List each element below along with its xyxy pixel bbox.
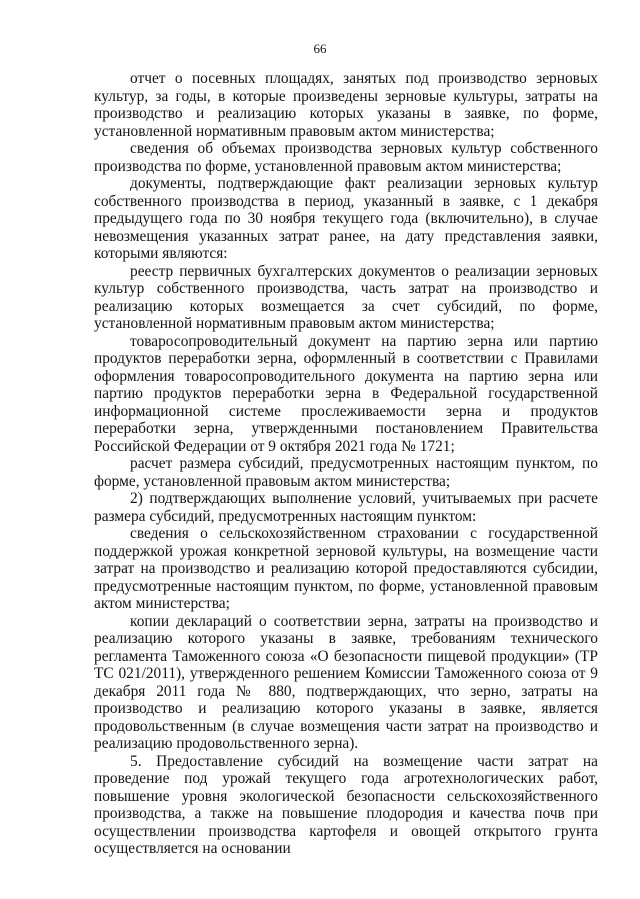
paragraph-sales-documents: документы, подтверждающие факт реализации зерновых культур собственного производства в период, указанный в заявке, с 1 декабря предыдущего года по 30 ноября текущего года (включительно), в случае невозмещения указанных затрат ранее, на дату представления заявки, которыми являются: (94, 175, 598, 262)
paragraph-sowing-report: отчет о посевных площадях, занятых под производство зерновых культур, за годы, в которые произведены зерновые культуры, затраты на производство и реализацию которых указаны в заявке, по форме, установленной нормативным правовым актом министерства; (94, 70, 598, 140)
paragraph-accounting-register: реестр первичных бухгалтерских документов о реализации зерновых культур собственного производства, часть затрат на производство и реализацию которых возмещается за счет субсидий, по форме, установленной нормативным правовым актом министерства; (94, 262, 598, 332)
paragraph-crop-insurance: сведения о сельскохозяйственном страховании с государственной поддержкой урожая конкретной зерновой культуры, на возмещение части затрат на производство и реализацию которой предоставляются субсидии, предусмотренные настоящим пунктом, по форме, установленной правовым актом министерства; (94, 525, 598, 612)
paragraph-conformity-declarations: копии деклараций о соответствии зерна, затраты на производство и реализацию которого указаны в заявке, требованиям технического регламента Таможенного союза «О безопасности пищевой продукции» (ТР ТС 021/2011), утвержденного решением Комиссии Таможенного союза от 9 декабря 2011 года № 880, подтверждающих, что зерно, затраты на производство и реализацию которого указаны в заявке, является продовольственным (в случае возмещения части затрат на производство и реализацию продовольственного зерна). (94, 612, 598, 752)
paragraph-production-volumes: сведения об объемах производства зерновых культур собственного производства по форме, установленной правовым актом министерства; (94, 140, 598, 175)
paragraph-conditions-heading: 2) подтверждающих выполнение условий, учитываемых при расчете размера субсидий, предусмотренных настоящим пунктом: (94, 490, 598, 525)
paragraph-section-5: 5. Предоставление субсидий на возмещение части затрат на проведение под урожай текущего года агротехнологических работ, повышение уровня экологической безопасности сельскохозяйственного производства, а также на повышение плодородия и качества почв при осуществлении производства картофеля и овощей открытого грунта осуществляется на основании (94, 752, 598, 857)
paragraph-subsidy-calculation: расчет размера субсидий, предусмотренных настоящим пунктом, по форме, установленной правовым актом министерства; (94, 455, 598, 490)
paragraph-shipping-document: товаросопроводительный документ на партию зерна или партию продуктов переработки зерна, оформленный в соответствии с Правилами оформления товаросопроводительного документа на партию зерна или партию продуктов переработки зерна в Федеральной государственной информационной системе прослеживаемости зерна и продуктов переработки зерна, утвержденными постановлением Правительства Российской Федерации от 9 октября 2021 года № 1721; (94, 332, 598, 455)
document-body (94, 70, 598, 858)
page-number: 66 (313, 41, 327, 56)
